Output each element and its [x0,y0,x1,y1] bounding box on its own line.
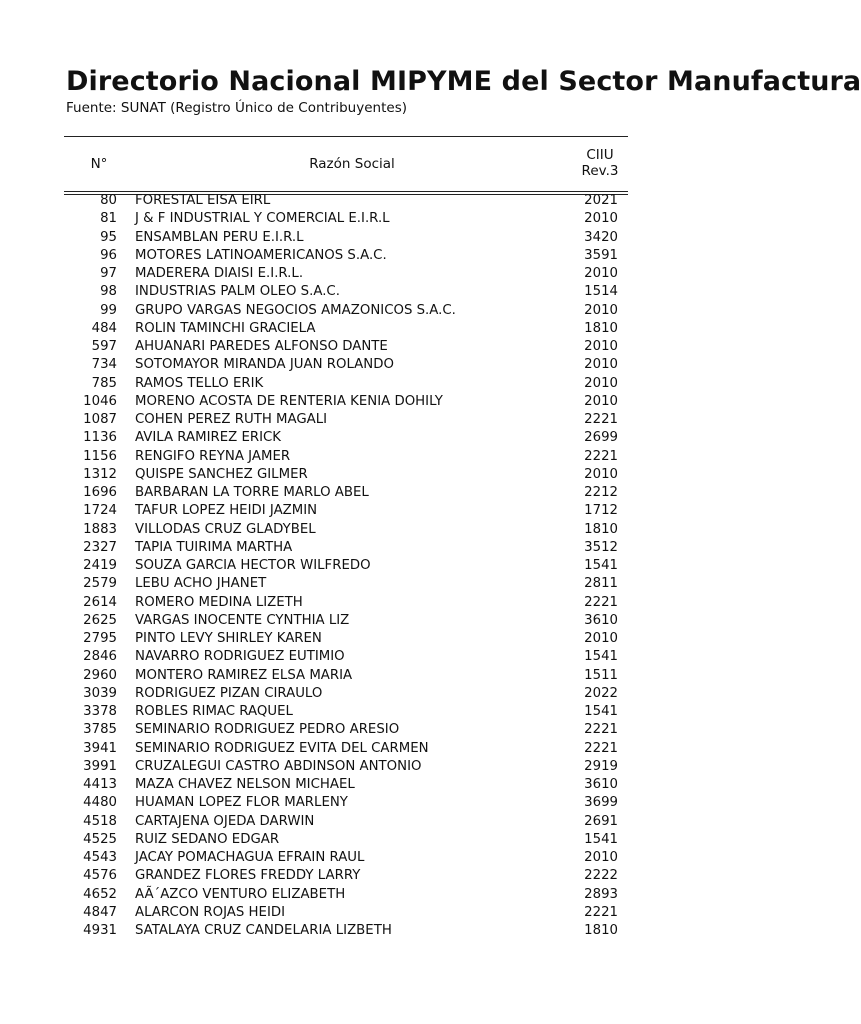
cell-number: 95 [100,229,117,245]
cell-razon-social: JACAY POMACHAGUA EFRAIN RAUL [135,850,365,865]
table-row [64,540,628,558]
cell-ciiu: 1514 [584,284,618,300]
cell-ciiu: 2021 [584,193,618,208]
table-row [64,522,628,540]
cell-ciiu: 2022 [584,685,618,701]
table-row [64,193,628,211]
table-row [64,905,628,923]
cell-number: 3039 [83,685,117,701]
cell-razon-social: CARTAJENA OJEDA DARWIN [135,813,315,829]
cell-razon-social: NAVARRO RODRIGUEZ EUTIMIO [135,649,345,665]
table-row [64,631,628,649]
cell-ciiu: 1810 [584,923,618,938]
table-row [64,649,628,667]
cell-razon-social: SEMINARIO RODRIGUEZ EVITA DEL CARMEN [135,740,429,756]
cell-ciiu: 2010 [584,266,618,281]
table-row [64,430,628,448]
cell-ciiu: 1541 [584,649,618,665]
cell-razon-social: COHEN PEREZ RUTH MAGALI [135,412,328,427]
cell-ciiu: 3699 [584,795,618,811]
cell-ciiu: 1511 [584,667,618,683]
table-row [64,449,628,467]
cell-ciiu: 2699 [584,430,618,446]
cell-number: 2419 [83,558,117,573]
column-header-razon-social: Razón Social [309,156,395,172]
cell-ciiu: 2010 [584,466,618,482]
cell-razon-social: SEMINARIO RODRIGUEZ PEDRO ARESIO [135,722,400,738]
cell-razon-social: ROMERO MEDINA LIZETH [135,594,303,610]
cell-razon-social: INDUSTRIAS PALM OLEO S.A.C. [135,284,340,300]
cell-number: 1696 [83,485,117,500]
source-note: Fuente: SUNAT (Registro Único de Contribuyentes) [66,100,407,116]
table-row [64,595,628,613]
cell-razon-social: AÃ´AZCO VENTURO ELIZABETH [135,886,346,902]
cell-number: 4518 [83,813,117,829]
table-row [64,485,628,503]
cell-number: 2579 [83,576,117,592]
table-row [64,868,628,886]
table-row [64,248,628,266]
cell-number: 4652 [83,886,117,902]
table-row [64,795,628,813]
cell-ciiu: 3610 [584,612,618,628]
table-row [64,558,628,576]
table-row [64,357,628,375]
cell-number: 785 [91,375,117,391]
cell-number: 4525 [83,831,117,847]
cell-ciiu: 2010 [584,375,618,391]
cell-razon-social: RUIZ SEDANO EDGAR [135,831,280,847]
cell-ciiu: 2010 [584,302,618,318]
table-row [64,339,628,357]
cell-razon-social: RODRIGUEZ PIZAN CIRAULO [135,685,323,701]
cell-ciiu: 2893 [584,886,618,902]
table-row [64,284,628,302]
table-row [64,704,628,722]
table-row [64,850,628,868]
table-row [64,376,628,394]
cell-razon-social: TAFUR LOPEZ HEIDI JAZMIN [135,503,318,519]
cell-ciiu: 2919 [584,758,618,774]
cell-number: 1724 [83,503,117,519]
cell-razon-social: QUISPE SANCHEZ GILMER [135,466,308,482]
cell-ciiu: 2221 [584,412,618,427]
cell-number: 1312 [83,466,117,482]
cell-number: 2625 [83,612,117,628]
table-row [64,503,628,521]
cell-number: 3378 [83,704,117,719]
cell-razon-social: ROLIN TAMINCHI GRACIELA [135,320,316,336]
table-row [64,722,628,740]
cell-number: 3941 [83,740,117,756]
cell-razon-social: ENSAMBLAN PERU E.I.R.L [135,229,304,245]
cell-number: 4543 [83,850,117,865]
cell-number: 1156 [83,448,117,464]
cell-number: 3991 [83,758,117,774]
header-top-border [64,136,628,137]
cell-razon-social: GRUPO VARGAS NEGOCIOS AMAZONICOS S.A.C. [135,302,456,318]
cell-ciiu: 2010 [584,211,618,227]
column-header-ciiu-line1: CIIU [586,147,614,163]
cell-number: 98 [100,284,117,300]
cell-razon-social: MOTORES LATINOAMERICANOS S.A.C. [135,247,387,263]
cell-razon-social: BARBARAN LA TORRE MARLO ABEL [135,485,369,500]
spreadsheet-page [64,0,861,1024]
cell-number: 2614 [83,594,117,610]
table-row [64,266,628,284]
cell-razon-social: ROBLES RIMAC RAQUEL [135,704,293,719]
table-row [64,923,628,941]
cell-razon-social: SATALAYA CRUZ CANDELARIA LIZBETH [135,923,392,938]
cell-ciiu: 1541 [584,558,618,573]
cell-razon-social: SOTOMAYOR MIRANDA JUAN ROLANDO [135,357,394,373]
cell-number: 4576 [83,868,117,884]
cell-number: 597 [91,339,117,354]
cell-number: 97 [100,266,117,281]
cell-number: 3785 [83,722,117,738]
table-row [64,230,628,248]
cell-number: 2960 [83,667,117,683]
header-bottom-border [64,191,628,192]
cell-ciiu: 2811 [584,576,618,592]
cell-razon-social: MORENO ACOSTA DE RENTERIA KENIA DOHILY [135,393,443,409]
table-row [64,668,628,686]
cell-number: 1136 [83,430,117,446]
table-row [64,211,628,229]
cell-ciiu: 1712 [584,503,618,519]
cell-razon-social: MADERERA DIAISI E.I.R.L. [135,266,304,281]
cell-number: 4413 [83,777,117,792]
cell-number: 4931 [83,923,117,938]
cell-ciiu: 2691 [584,813,618,829]
table-row [64,394,628,412]
cell-ciiu: 1810 [584,521,618,537]
cell-number: 4480 [83,795,117,811]
cell-ciiu: 1541 [584,831,618,847]
cell-razon-social: PINTO LEVY SHIRLEY KAREN [135,631,322,646]
cell-razon-social: TAPIA TUIRIMA MARTHA [135,539,293,555]
cell-ciiu: 3512 [584,539,618,555]
cell-number: 734 [91,357,117,373]
cell-razon-social: J & F INDUSTRIAL Y COMERCIAL E.I.R.L [135,211,390,227]
table-row [64,759,628,777]
cell-number: 80 [100,193,117,208]
cell-ciiu: 2221 [584,448,618,464]
cell-ciiu: 2221 [584,594,618,610]
cell-number: 96 [100,247,117,263]
cell-razon-social: HUAMAN LOPEZ FLOR MARLENY [135,795,348,811]
column-header-ciiu [568,147,632,179]
column-header-ciiu-line2: Rev.3 [581,163,619,179]
cell-razon-social: MONTERO RAMIREZ ELSA MARIA [135,667,353,683]
table-body [64,193,628,941]
page-title: Directorio Nacional MIPYME del Sector Manufactura [66,66,861,97]
cell-number: 4847 [83,904,117,920]
cell-razon-social: AHUANARI PAREDES ALFONSO DANTE [135,339,388,354]
cell-number: 1883 [83,521,117,537]
cell-ciiu: 1810 [584,320,618,336]
cell-number: 81 [100,211,117,227]
table-row [64,613,628,631]
table-row [64,576,628,594]
cell-razon-social: CRUZALEGUI CASTRO ABDINSON ANTONIO [135,758,422,774]
table-row [64,321,628,339]
cell-number: 1087 [83,412,117,427]
cell-ciiu: 2222 [584,868,618,884]
table-row [64,777,628,795]
table-row [64,887,628,905]
cell-number: 484 [91,320,117,336]
table-row [64,741,628,759]
cell-ciiu: 2010 [584,357,618,373]
cell-razon-social: VILLODAS CRUZ GLADYBEL [135,521,316,537]
cell-number: 2846 [83,649,117,665]
cell-ciiu: 2221 [584,904,618,920]
cell-ciiu: 3591 [584,247,618,263]
cell-razon-social: RENGIFO REYNA JAMER [135,448,291,464]
cell-number: 1046 [83,393,117,409]
cell-razon-social: RAMOS TELLO ERIK [135,375,264,391]
cell-razon-social: AVILA RAMIREZ ERICK [135,430,282,446]
cell-razon-social: FORESTAL EISA EIRL [135,193,271,208]
table-row [64,303,628,321]
cell-razon-social: VARGAS INOCENTE CYNTHIA LIZ [135,612,350,628]
table-row [64,814,628,832]
cell-ciiu: 1541 [584,704,618,719]
cell-ciiu: 2010 [584,850,618,865]
cell-number: 99 [100,302,117,318]
cell-ciiu: 2212 [584,485,618,500]
table-row [64,467,628,485]
cell-ciiu: 2010 [584,339,618,354]
column-header-number: N° [90,156,108,172]
cell-razon-social: LEBU ACHO JHANET [135,576,267,592]
cell-number: 2327 [83,539,117,555]
cell-ciiu: 2010 [584,631,618,646]
table-row [64,686,628,704]
cell-ciiu: 2221 [584,740,618,756]
cell-razon-social: ALARCON ROJAS HEIDI [135,904,286,920]
cell-razon-social: GRANDEZ FLORES FREDDY LARRY [135,868,361,884]
cell-razon-social: SOUZA GARCIA HECTOR WILFREDO [135,558,371,573]
cell-razon-social: MAZA CHAVEZ NELSON MICHAEL [135,777,355,792]
cell-ciiu: 3420 [584,229,618,245]
cell-ciiu: 2221 [584,722,618,738]
cell-ciiu: 2010 [584,393,618,409]
table-row [64,412,628,430]
cell-ciiu: 3610 [584,777,618,792]
cell-number: 2795 [83,631,117,646]
table-row [64,832,628,850]
